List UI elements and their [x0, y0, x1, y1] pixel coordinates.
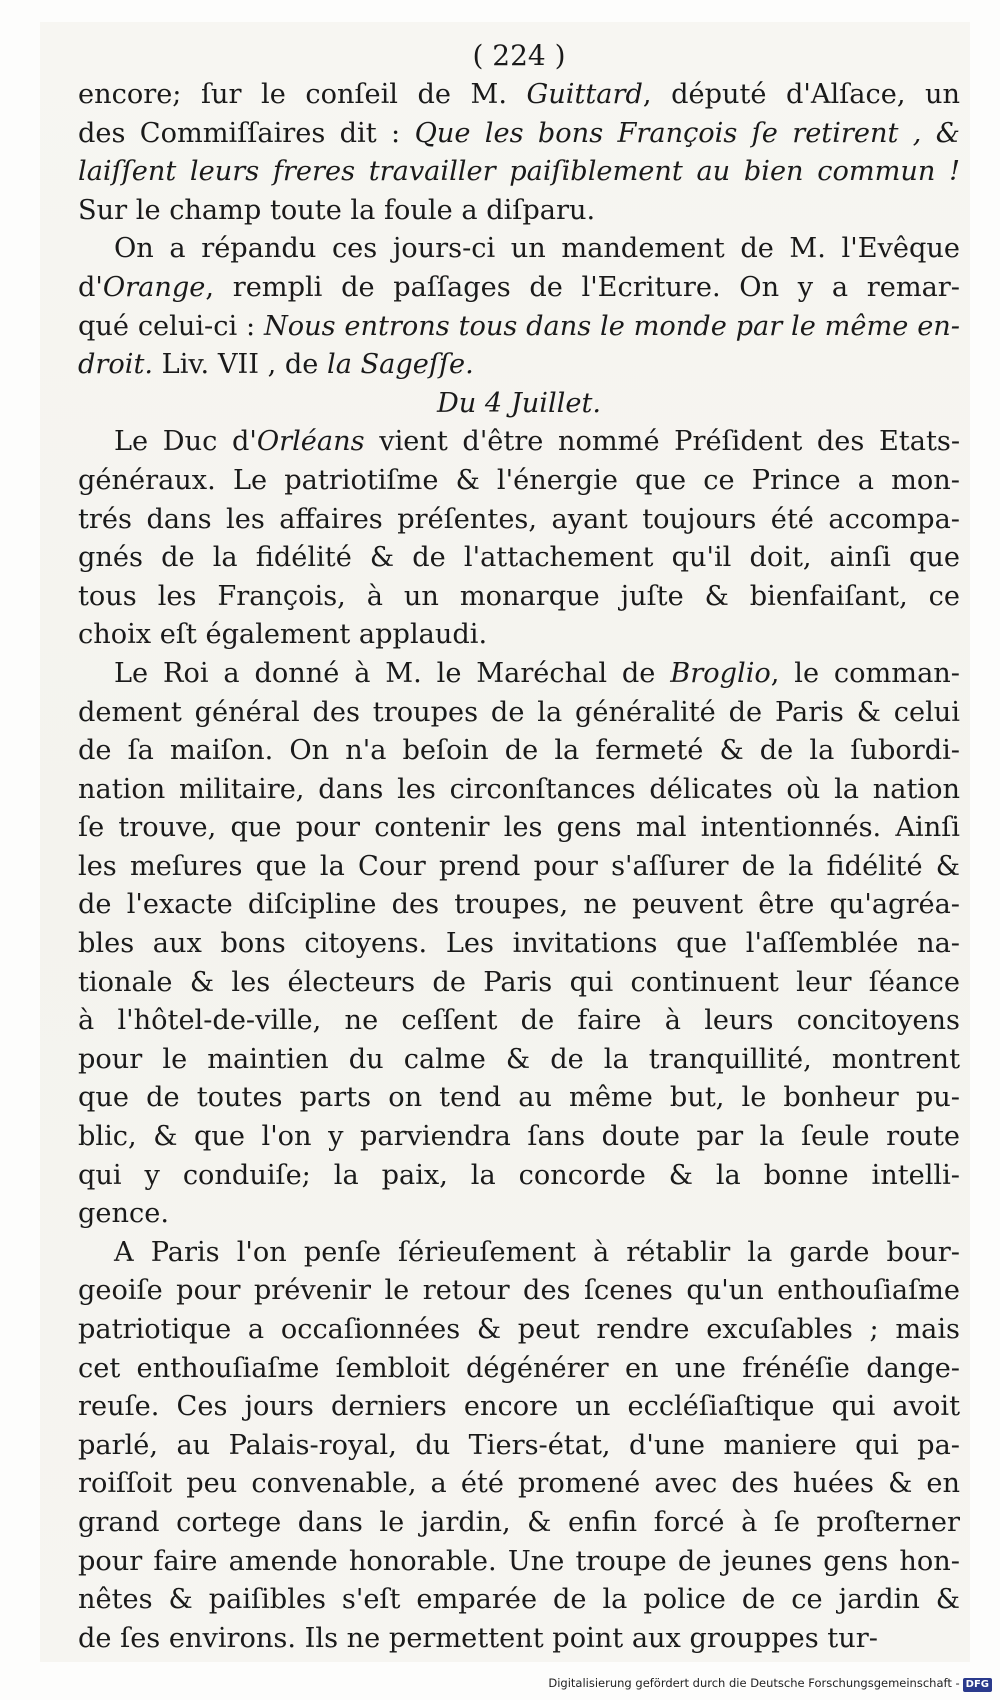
text-run: trés dans les affaires préſentes, ayant toujours été accompa- [78, 503, 960, 535]
text-line [78, 1465, 960, 1504]
body-text [78, 76, 960, 1658]
text-run: les meſures que la Cour prend pour s'aſſurer de la fidélité & [78, 850, 960, 882]
text-line [78, 964, 960, 1003]
text-block [78, 36, 960, 1658]
text-line [78, 655, 960, 694]
text-line [78, 501, 960, 540]
text-run: roiſſoit peu convenable, a été promené avec des huées & en [78, 1468, 960, 1500]
text-run: ſe trouve, que pour contenir les gens mal intentionnés. Ainſi [78, 812, 960, 844]
text-run: , le comman- [770, 657, 960, 689]
text-run: reuſe. Ces jours derniers encore un eccléſiaſtique qui avoit [78, 1391, 960, 1423]
italic-run: Orléans [256, 426, 365, 458]
text-run: Le Duc d' [114, 426, 257, 458]
text-line [78, 848, 960, 887]
page-number: ( 224 ) [472, 39, 566, 72]
text-line [78, 809, 960, 848]
text-run: choix eſt également applaudi. [78, 619, 488, 651]
text-run: Liv. VII , de [153, 349, 328, 381]
text-run: grand cortege dans le jardin, & enfin forcé à ſe proſterner [78, 1506, 960, 1538]
text-run: à l'hôtel-de-ville, ne ceſſent de faire à leurs concitoyens [78, 1005, 960, 1037]
text-line [78, 76, 960, 115]
text-line [78, 1350, 960, 1389]
text-line [78, 1079, 960, 1118]
text-line [78, 1002, 960, 1041]
text-run: cet enthouſiaſme ſembloit dégénérer en une frénéſie dange- [78, 1352, 960, 1384]
text-run: gence. [78, 1198, 169, 1230]
text-line [78, 1311, 960, 1350]
text-line [78, 1543, 960, 1582]
text-run: pour le maintien du calme & de la tranquillité, montrent [78, 1043, 960, 1075]
text-line [78, 732, 960, 771]
text-line [78, 539, 960, 578]
text-line [78, 192, 960, 231]
text-line [78, 1272, 960, 1311]
text-run: nation militaire, dans les circonſtances délicates où la nation [78, 773, 960, 805]
text-line [78, 1581, 960, 1620]
text-run: bles aux bons citoyens. Les invitations que l'aſſemblée na- [78, 928, 960, 960]
text-run: que de toutes parts on tend au même but, le bonheur pu- [78, 1082, 960, 1114]
italic-run: Orange [102, 271, 206, 303]
italic-run: la Sageſſe. [327, 349, 474, 381]
text-run: A Paris l'on penſe ſérieuſement à rétablir la garde bour- [114, 1236, 960, 1268]
text-line [78, 346, 960, 385]
text-line [78, 423, 960, 462]
text-line [78, 1427, 960, 1466]
italic-run: droit. [78, 349, 154, 381]
text-line [78, 578, 960, 617]
text-line [78, 1504, 960, 1543]
text-line [78, 269, 960, 308]
text-line [78, 771, 960, 810]
text-run: qui y conduiſe; la paix, la concorde & la bonne intelli- [78, 1159, 960, 1191]
text-run: patriotique a occaſionnées & peut rendre excuſables ; mais [78, 1314, 960, 1345]
text-line [78, 886, 960, 925]
text-line [78, 115, 960, 154]
text-run: généraux. Le patriotiſme & l'énergie que ce Prince a mon- [78, 464, 960, 496]
text-line [78, 1118, 960, 1157]
text-run: encore; ſur le conſeil de M. [78, 79, 527, 110]
text-run: gnés de la fidélité & de l'attachement qu'il doit, ainſi que [78, 542, 960, 574]
text-run: nêtes & paiſibles s'eſt emparée de la police de ce jardin & [78, 1584, 960, 1616]
italic-run: Guittard [526, 79, 643, 110]
dateline: Du 4 Juillet. [436, 387, 602, 419]
text-run: de l'exacte diſcipline des troupes, ne peuvent être qu'agréa- [78, 889, 960, 921]
text-run: des Commiſſaires dit : [78, 117, 415, 149]
text-run: , député d'Alſace, un [642, 79, 960, 110]
text-line [78, 1157, 960, 1196]
text-run: blic, & que l'on y parviendra ſans doute par la ſeule route [78, 1121, 960, 1153]
text-run: tionale & les électeurs de Paris qui continuent leur ſéance [78, 966, 960, 998]
text-run: pour faire amende honorable. Une troupe de jeunes gens hon- [78, 1545, 960, 1577]
text-run: tous les François, à un monarque juſte & bienfaiſant, ce [78, 580, 960, 612]
text-run: de ſes environs. Ils ne permettent point aux grouppes tur- [78, 1622, 878, 1654]
italic-run: Que les bons François ſe retirent , & [414, 117, 960, 149]
text-line [78, 1388, 960, 1427]
italic-run: laiſſent leurs freres travailler paiſiblement au bien commun ! [78, 156, 960, 188]
text-run: geoiſe pour prévenir le retour des ſcenes qu'un enthouſiaſme [78, 1275, 960, 1307]
footer-text: Digitalisierung gefördert durch die Deutsche Forschungsgemeinschaft - [548, 1676, 960, 1690]
text-run: d' [78, 271, 103, 303]
text-run: dement général des troupes de la généralité de Paris & celui [78, 696, 960, 728]
text-line [78, 616, 960, 655]
text-line [78, 1195, 960, 1234]
text-run: , rempli de paſſages de l'Ecriture. On y a remar- [205, 271, 960, 303]
text-run: de ſa maiſon. On n'a beſoin de la fermeté & de la ſubordi- [78, 735, 960, 767]
text-line [78, 694, 960, 733]
text-line [78, 1041, 960, 1080]
text-line [78, 230, 960, 269]
text-run: vient d'être nommé Préſident des Etats- [364, 426, 960, 458]
dfg-logo: DFG [963, 1678, 992, 1692]
text-line [78, 462, 960, 501]
text-run: parlé, au Palais-royal, du Tiers-état, d'une maniere qui pa- [78, 1429, 960, 1461]
text-run: On a répandu ces jours-ci un mandement de M. l'Evêque [114, 233, 960, 265]
text-line [78, 1234, 960, 1273]
text-run: qué celui-ci : [78, 310, 264, 342]
text-run: Le Roi a donné à M. le Maréchal de [114, 657, 671, 689]
text-line [78, 1620, 960, 1659]
text-line [78, 153, 960, 192]
italic-run: Broglio [670, 657, 771, 689]
text-run: Sur le champ toute la foule a diſparu. [78, 194, 596, 226]
text-line [78, 925, 960, 964]
italic-run: Nous entrons tous dans le monde par le même en- [263, 310, 960, 342]
text-line [78, 308, 960, 347]
digitization-footer [548, 1676, 992, 1692]
